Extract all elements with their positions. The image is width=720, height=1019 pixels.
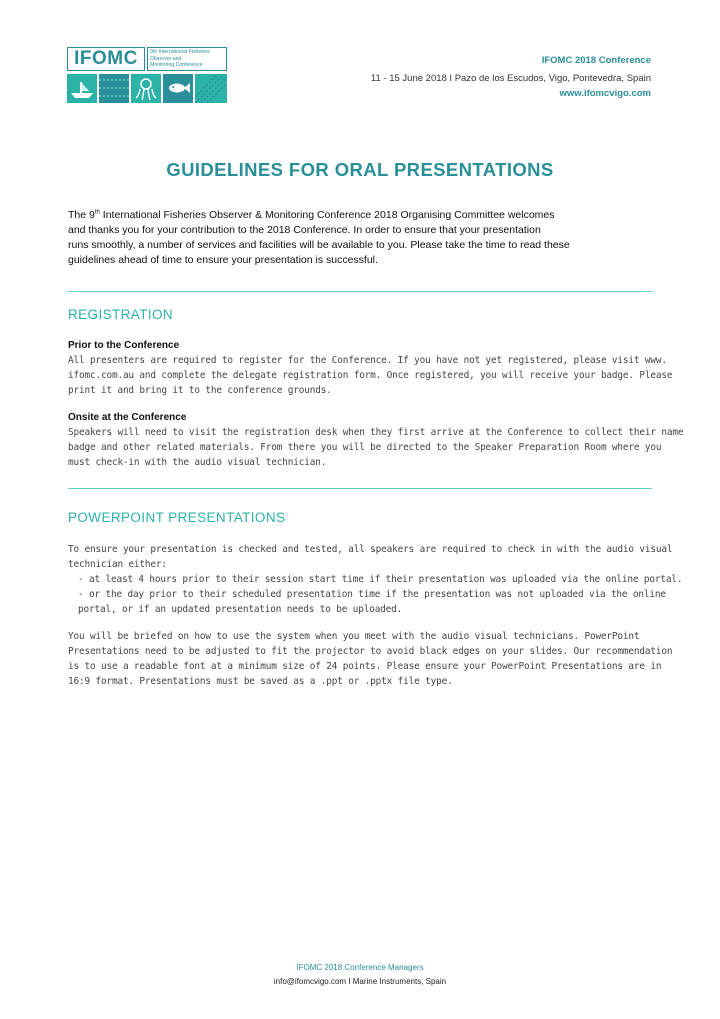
conference-logo (67, 47, 227, 103)
fish-icon (163, 74, 193, 103)
powerpoint-checkin-paragraph (68, 542, 683, 617)
onsite-conference-subheading: Onsite at the Conference (68, 412, 187, 423)
onsite-conference-paragraph (68, 425, 684, 470)
intro-line: and thanks you for your contribution to the 2018 Conference. In order to ensure that your presentation (68, 224, 541, 236)
intro-paragraph (68, 208, 658, 268)
octopus-icon (131, 74, 161, 103)
registration-heading: REGISTRATION (68, 307, 174, 322)
logo-subtitle-line: Observer and (150, 55, 182, 62)
ordinal-superscript: th (94, 209, 100, 216)
paragraph-line: badge and other related materials. From there you will be directed to the Speaker Preparation Room where you (68, 442, 662, 453)
header-conference-name: IFOMC 2018 Conference (541, 55, 651, 66)
header-dates-venue: 11 - 15 June 2018 I Pazo de los Escudos, Vigo, Pontevedra, Spain (370, 73, 651, 84)
pattern-tile (195, 74, 227, 103)
paragraph-line: To ensure your presentation is checked and tested, all speakers are required to check in with the audio visual (68, 544, 673, 555)
intro-text: International Fisheries Observer & Monitoring Conference 2018 Organising Committee welcomes (99, 209, 555, 221)
bullet-line: - or the day prior to their scheduled presentation time if the presentation was not uploaded via the online (78, 589, 666, 600)
page-title: GUIDELINES FOR ORAL PRESENTATIONS (166, 159, 554, 180)
boat-icon (67, 74, 97, 103)
paragraph-line: ifomc.com.au and complete the delegate registration form. Once registered, you will receive your badge. Please (68, 370, 673, 381)
bullet-line: - at least 4 hours prior to their session start time if their presentation was uploaded via the online portal. (78, 574, 683, 585)
logo-subtitle (147, 47, 227, 71)
paragraph-line: All presenters are required to register for the Conference. If you have not yet registered, please visit www. (68, 355, 667, 366)
powerpoint-heading: POWERPOINT PRESENTATIONS (68, 510, 286, 525)
paragraph-line: Presentations need to be adjusted to fit the projector to avoid black edges on your slides. Our recommendation (68, 646, 673, 657)
pattern-tile (99, 74, 129, 103)
section-divider (68, 291, 652, 292)
paragraph-line: print it and bring it to the conference grounds. (68, 385, 332, 396)
intro-text: The 9 (68, 209, 95, 221)
paragraph-line: 16:9 format. Presentations must be saved as a .ppt or .pptx file type. (68, 676, 453, 687)
paragraph-line: is to use a readable font at a minimum size of 24 points. Please ensure your PowerPoint Presentations are in (68, 661, 662, 672)
section-divider (68, 488, 652, 489)
intro-line: runs smoothly, a number of services and facilities will be available to you. Please take the time to read these (68, 239, 570, 251)
footer-contact: info@ifomcvigo.com I Marine Instruments, Spain (273, 977, 447, 986)
footer-managers: IFOMC 2018 Conference Managers (296, 963, 424, 972)
paragraph-line: Speakers will need to visit the registration desk when they first arrive at the Conference to collect their name (68, 427, 684, 438)
logo-wordmark: IFOMC (67, 47, 145, 71)
bullet-continuation-line: portal, or if an updated presentation needs to be uploaded. (78, 604, 403, 615)
intro-line: guidelines ahead of time to ensure your presentation is successful. (68, 254, 378, 266)
prior-conference-subheading: Prior to the Conference (68, 340, 180, 351)
paragraph-line: You will be briefed on how to use the system when you meet with the audio visual technicians. PowerPoint (68, 631, 640, 642)
paragraph-line: must check-in with the audio visual technician. (68, 457, 327, 468)
logo-subtitle-line: Monitoring Conference (150, 62, 203, 69)
prior-conference-paragraph (68, 353, 673, 398)
logo-subtitle-line: 9th International Fisheries (150, 49, 210, 55)
header-website-link[interactable]: www.ifomcvigo.com (559, 88, 651, 99)
paragraph-line: technician either: (68, 559, 167, 570)
powerpoint-format-paragraph (68, 629, 673, 689)
intro-line (68, 208, 658, 223)
logo-illustration-strip (67, 74, 227, 103)
